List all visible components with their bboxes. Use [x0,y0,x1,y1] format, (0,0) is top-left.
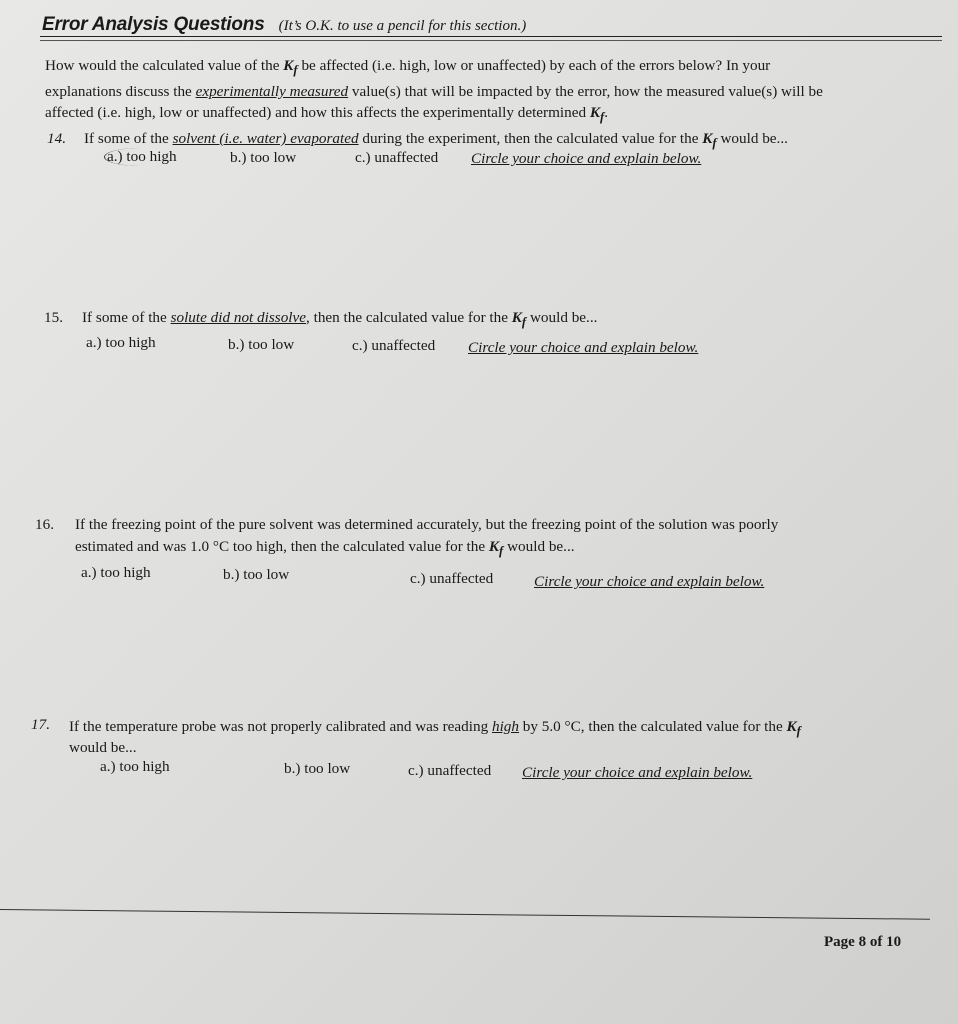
option-b-too-low[interactable]: b.) too low [223,566,290,583]
kf-symbol: K [283,57,294,74]
circle-instruction: Circle your choice and explain below. [468,339,699,356]
circle-instruction: Circle your choice and explain below. [522,764,753,781]
question-text-line2: would be... [69,739,137,756]
circle-instruction: Circle your choice and explain below. [471,150,702,167]
question-text-line1: If the temperature probe was not properly calibrated and was reading high by 5.0 °C, then the calculated value for the $K_f$ [69,718,801,739]
option-a-too-high[interactable]: a.) too high [81,564,151,581]
question-text: If some of the solvent (i.e. water) evaporated during the experiment, then the calculated value for the $K_f$ would be... [84,130,788,151]
section-title: Error Analysis Questions [42,14,265,35]
option-c-unaffected[interactable]: c.) unaffected [408,762,492,779]
header-rule-secondary [40,40,942,41]
option-a-too-high[interactable]: a.) too high [104,148,177,166]
pencil-note: (It’s O.K. to use a pencil for this section.) [278,18,527,34]
instructions-paragraph: How would the calculated value of the $K_f$ be affected (i.e. high, low or unaffected) by each of the errors below? In your explanations discuss the experimentally measured value(s) that will be impacted by the error, how the measured value(s) will be affected (i.e. high, low or unaffected) and how this affects the experimentally determined $K_f$. [45,57,823,125]
question-number: 15. [44,309,63,326]
header [42,14,526,36]
question-number: 14. [47,130,66,147]
page-number: Page 8 of 10 [824,934,902,950]
option-c-unaffected[interactable]: c.) unaffected [410,570,494,587]
option-c-unaffected[interactable]: c.) unaffected [355,149,439,166]
option-a-too-high[interactable]: a.) too high [100,758,170,775]
experimentally-measured-emphasis: experimentally measured [195,83,349,101]
option-a-too-high[interactable]: a.) too high [86,334,156,351]
option-b-too-low[interactable]: b.) too low [230,149,297,166]
question-text-line1: If the freezing point of the pure solvent was determined accurately, but the freezing point of the solution was poorly [75,516,779,533]
question-text: If some of the solute did not dissolve, then the calculated value for the $K_f$ would be... [82,309,598,330]
option-b-too-low[interactable]: b.) too low [284,760,351,777]
header-rule [40,36,942,37]
option-b-too-low[interactable]: b.) too low [228,336,295,353]
question-text-line2: estimated and was 1.0 °C too high, then the calculated value for the $K_f$ would be... [75,538,575,559]
circle-instruction: Circle your choice and explain below. [534,573,765,590]
option-c-unaffected[interactable]: c.) unaffected [352,337,436,354]
question-number: 17. [31,716,50,733]
question-number: 16. [35,516,54,533]
footer-rule [0,909,930,920]
